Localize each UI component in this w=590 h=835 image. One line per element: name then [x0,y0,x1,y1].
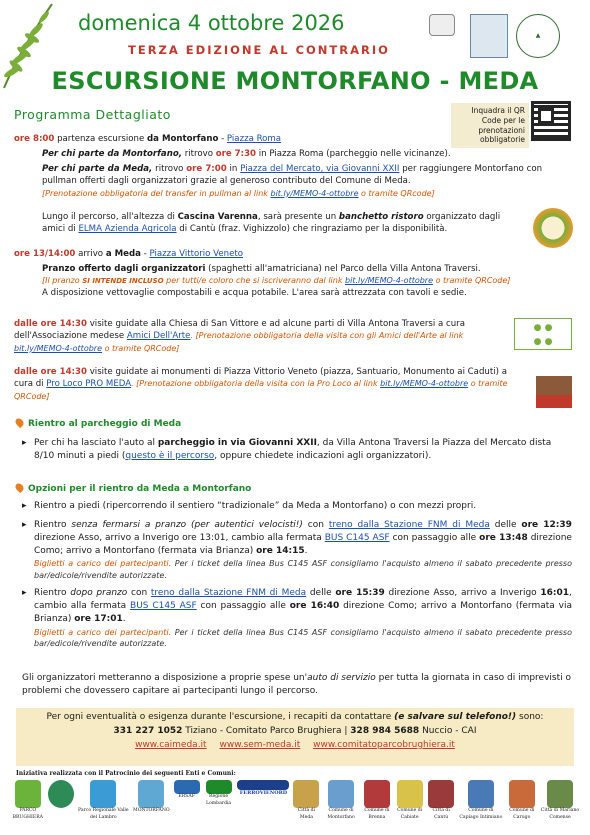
caimeda-link[interactable]: www.caimeda.it [135,739,207,750]
sponsor-logo: Comune di Carugo [508,780,537,821]
options-heading: Opzioni per il rientro da Meda a Montorfano [16,483,251,496]
bus-link[interactable]: BUS C145 ASF [130,601,197,612]
list-item: ▸ Rientro dopo pranzo con treno dalla Stazione FNM di Meda delle ore 15:39 direzione Asso, arrivo a Inverigo 16:01, cambio alla fermata BUS C145 ASF con passaggio alle ore 16:40 direzione Como; arrivo a Montorfano (fermata via Brianza) ore 17:01. Biglietti a carico dei partecipanti. Per i ticket della linea Bus C145 ASF consigliamo l'acquisto almeno il sabato precedente presso bar/edicole/rivendite autorizzate. [22,587,572,649]
sponsor-logo: Regione Lombardia [204,780,234,807]
pro-meda-link[interactable]: Pro Loco PRO MEDA [46,379,132,390]
elma-link[interactable]: ELMA Azienda Agricola [78,224,177,235]
lunch-booking-link[interactable]: bit.ly/MEMO-4-ottobre [345,276,434,286]
return-parking-heading: Rientro al parcheggio di Meda [16,418,181,431]
parco-brughiera-logo: ▲ [516,14,560,58]
phone-tiziano[interactable]: 331 227 1052 [113,725,183,736]
pro-meda-logo [536,376,572,408]
sponsor-logo: ERSAF [174,780,200,801]
event-date: domenica 4 ottobre 2026 [78,11,345,35]
cai-logo [422,14,462,58]
qr-code[interactable] [531,101,571,141]
schedule-item-lunch: Pranzo offerto dagli organizzatori (spaghetti all'amatriciana) nel Parco della Villa Antona Traversi. [Il pranzo SI INTENDE INCLUSO per tutti/e coloro che si iscriveranno dal link bit.ly/MEMO-4-ottobre o tramite QRCode] A disposizione vettovaglie compostabili e acqua potabile. L'area sarà attrezzata con tavoli e sedie. [42,264,511,299]
bus-link[interactable]: BUS C145 ASF [324,533,390,544]
elma-logo [533,208,573,248]
sponsor-logo: Comune di Capiago Intimiano [458,780,503,821]
schedule-item-ristoro: Lungo il percorso, all'altezza di Cascina Varenna, sarà presente un banchetto ristoro organizzato dagli amici di ELMA Azienda Agricola di Cantù (fraz. Vighizzolo) che ringraziamo per la disponibilità. [42,212,501,235]
location-pin-icon [14,482,25,493]
program-heading: Programma Dettagliato [14,107,171,122]
contact-box: Per ogni eventualità o esigenza durante l'escursione, i recapiti da contattare (e salvare sul telefono!) sono: 331 227 1052 Tiziano - Comitato Parco Brughiera | 328 984 5688 Nuccio - CAI www.caimeda.it www.sem-meda.it www.comitatoparcobrughiera.it [16,708,574,766]
options-list [22,500,572,650]
list-item: ▸ Per chi ha lasciato l'auto al parcheggio in via Giovanni XXII, da Villa Antona Traversi la Piazza del Mercato dista 8/10 minuti a piedi (questo è il percorso, oppure chiedete indicazioni agli organizzatori). [22,437,552,463]
website-links [16,739,574,753]
closing-note: Gli organizzatori metteranno a disposizione a proprie spese un'auto di servizio per tutta la giornata in caso di imprevisti o problemi che dovessero capitare ai partecipanti lungo il percorso. [22,673,572,697]
sponsor-logo: Comune di Montorfano [323,780,358,821]
proloco-booking-link[interactable]: bit.ly/MEMO-4-ottobre [380,379,469,389]
route-link[interactable]: questo è il percorso [125,451,215,462]
piazza-roma-link[interactable]: Piazza Roma [226,134,282,144]
train-link[interactable]: treno dalla Stazione FNM di Meda [150,588,307,599]
schedule-item-meda: Per chi parte da Meda, ritrovo ore 7:00 in Piazza del Mercato, via Giovanni XXII per raggiungere Montorfano con pullman offerti dagli organizzatori grazie al generoso contributo del Comune di Meda. [Prenotazione obbligatoria del transfer in pullman al link bit.ly/MEMO-4-ottobre o tramite QRcode] [42,164,543,198]
qr-note: Inquadra il QR Code per le prenotazioni obbligatorie [451,103,529,148]
parcobrughiera-link[interactable]: www.comitatoparcobrughiera.it [313,739,455,750]
sponsor-logo: Comune di Brenna [363,780,391,821]
edition-label: TERZA EDIZIONE AL CONTRARIO [128,43,390,57]
sponsor-logo: Parco Regionale Valle del Lambro [78,780,129,821]
schedule-item-arrival: ore 13/14:00 arrivo a Meda - Piazza Vittorio Veneto [14,249,244,259]
schedule-item-start: ore 8:00 partenza escursione da Montorfano - Piazza Roma [14,134,282,144]
sponsor-logos [12,780,580,821]
amici-arte-logo: ● ● ● ● [514,318,572,350]
schedule-item-montorfano: Per chi parte da Montorfano, ritrovo ore 7:30 in Piazza Roma (parcheggio nelle vicinanze). [42,149,451,159]
sponsor-logo: PARCO BRUGHIERA [12,780,44,821]
sponsor-logo: Comune di Cabiate [395,780,424,821]
list-item: ▸ Rientro a piedi (ripercorrendo il sentiero “tradizionale” da Meda a Montorfano) o con mezzi propri. [22,500,572,513]
list-item: ▸ Rientro senza fermarsi a pranzo (per autentici velocisti!) con treno dalla Stazione FNM di Meda delle ore 12:39 direzione Asso, arrivo a Inverigo ore 13:01, cambio alla fermata BUS C145 ASF con passaggio alle ore 13:48 direzione Como; arrivo a Montorfano (fermata via Brianza) ore 14:15. Biglietti a carico dei partecipanti. Per i ticket della linea Bus C145 ASF consigliamo l'acquisto almeno il sabato precedente presso bar/edicole/rivendite autorizzate. [22,519,572,581]
piazza-vittorio-veneto-link[interactable]: Piazza Vittorio Veneto [149,249,244,259]
sponsor-logo: Città di Mariano Comense [540,780,580,821]
sem-logo [470,14,508,58]
piazza-mercato-link[interactable]: Piazza del Mercato, via Giovanni XXII [240,164,400,174]
sponsor-logo: FERROVIENORD [237,780,289,797]
train-link[interactable]: treno dalla Stazione FNM di Meda [328,520,490,531]
sponsor-logo: MONTORFANO [133,780,170,815]
amici-arte-link[interactable]: Amici Dell'Arte [126,331,191,342]
location-pin-icon [14,417,25,428]
schedule-item-visit-church: dalle ore 14:30 visite guidate alla Chiesa di San Vittore e ad alcune parti di Villa Antona Traversi a cura dell'Associazione medese Amici Dell'Arte. [Prenotazione obbligatoria della visita con gli Amici dell'Arte al link bit.ly/MEMO-4-ottobre o tramite QRCode] [14,319,465,353]
schedule-item-visit-monuments: dalle ore 14:30 visite guidate ai monumenti di Piazza Vittorio Veneto (piazza, Santuario, Monumento ai Caduti) a cura di Pro Loco PRO MEDA. [Prenotazione obbligatoria della visita con la Pro Loco al link bit.ly/MEMO-4-ottobre o tramite QRCode] [14,367,508,401]
page-title: ESCURSIONE MONTORFANO - MEDA [51,67,539,95]
phone-nuccio[interactable]: 328 984 5688 [350,725,420,736]
top-logos [422,14,560,58]
visit-booking-link[interactable]: bit.ly/MEMO-4-ottobre [14,343,103,353]
sem-meda-link[interactable]: www.sem-meda.it [219,739,301,750]
sponsor-logo: Città di Cantù [428,780,454,821]
footer-label: Iniziativa realizzata con il Patrocinio dei seguenti Enti e Comuni: [16,770,236,777]
return-parking-list [22,437,552,463]
sponsor-logo [48,780,74,808]
booking-link[interactable]: bit.ly/MEMO-4-ottobre [270,188,359,198]
sponsor-logo: Città di Meda [293,780,319,821]
